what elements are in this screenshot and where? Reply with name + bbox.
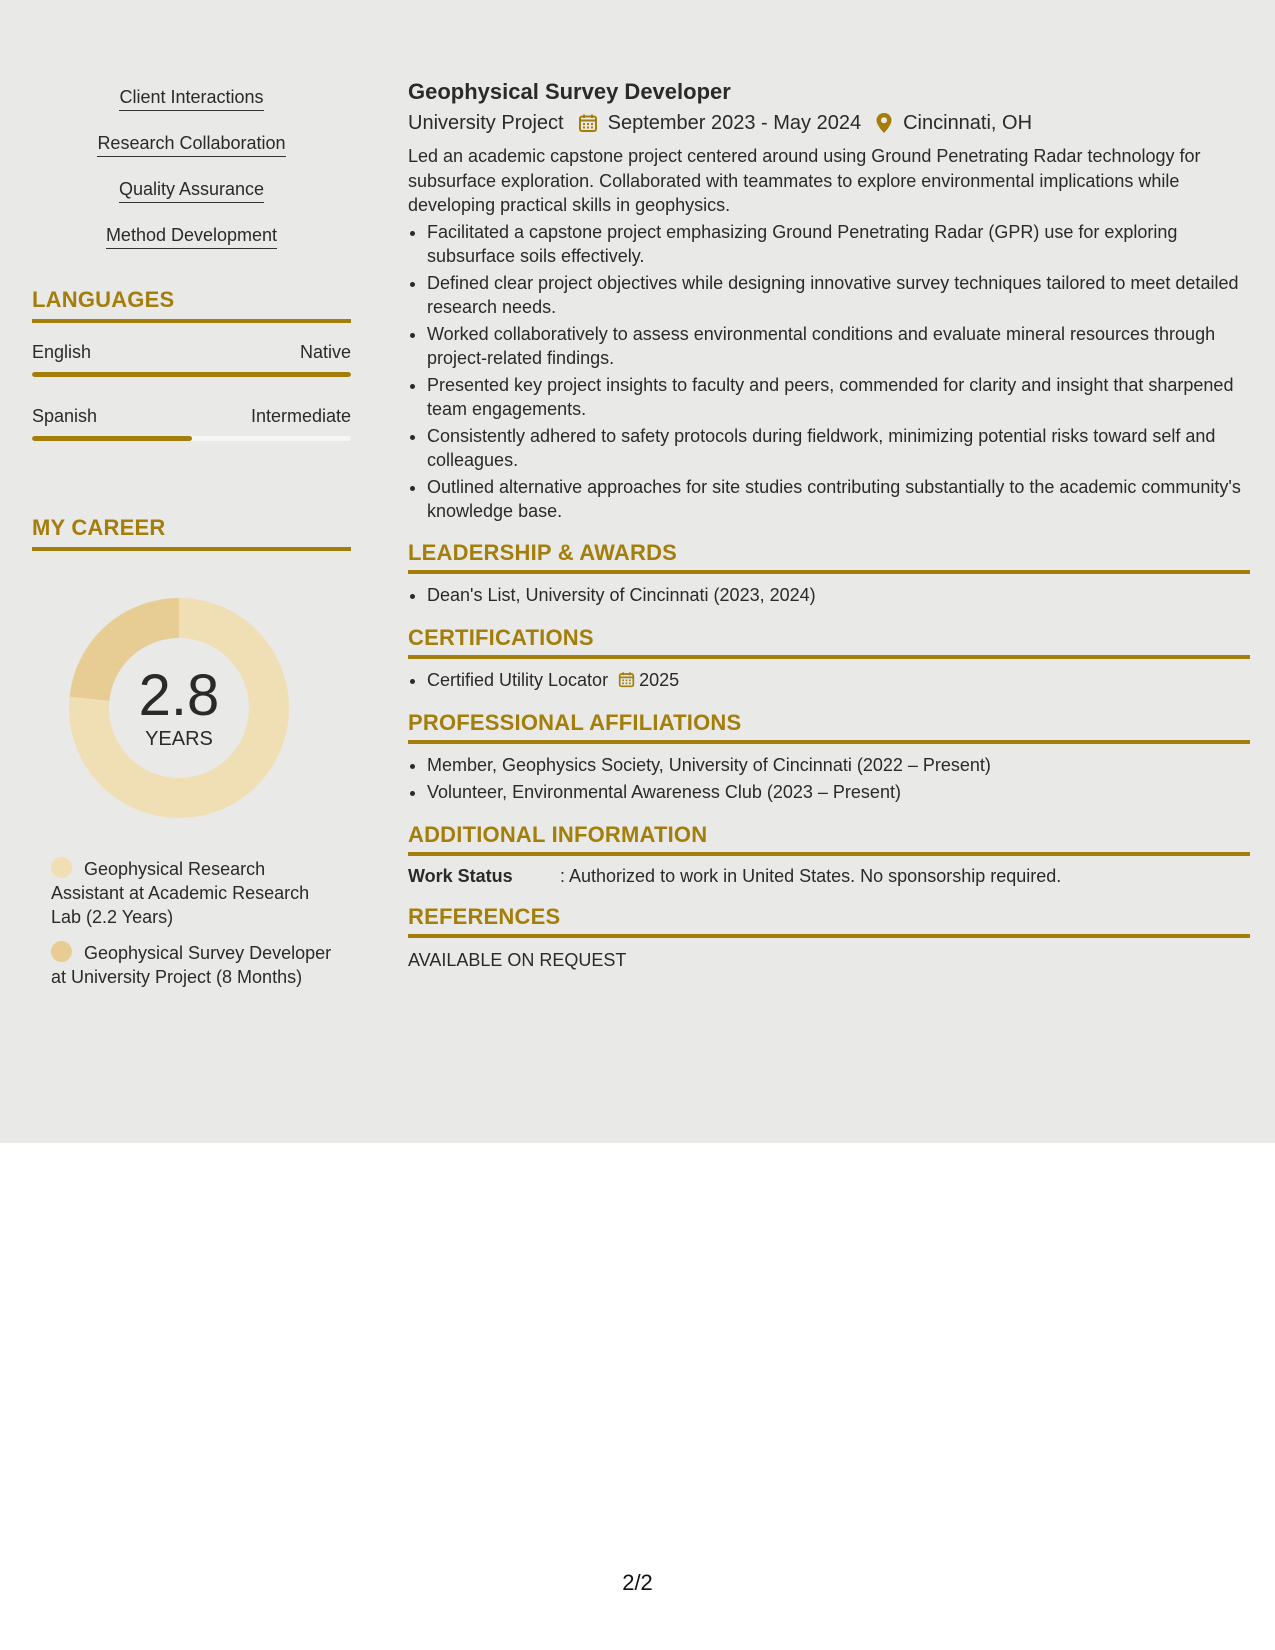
work-status-row: [408, 864, 1250, 888]
languages-heading: LANGUAGES: [32, 287, 351, 323]
job-bullet: • Presented key project insights to faculty and peers, commended for clarity and insight that sharpened team engagements.: [427, 373, 1250, 422]
work-status-label: Work Status: [408, 865, 513, 886]
skill-label: Client Interactions: [119, 86, 263, 111]
leadership-item: • Dean's List, University of Cincinnati (2023, 2024): [427, 582, 1250, 609]
skill-label: Method Development: [106, 224, 277, 249]
skill-item: [32, 178, 351, 203]
main-content: [408, 78, 1250, 972]
language-level: Intermediate: [250, 406, 351, 426]
career-legend-item: [51, 857, 341, 929]
job-title: Geophysical Survey Developer: [408, 79, 731, 104]
certification-name: Certified Utility Locator: [427, 669, 609, 690]
language-level: Native: [299, 342, 351, 362]
career-total-value: 2.8: [138, 663, 220, 728]
career-total: [66, 595, 292, 821]
career-legend-label: Geophysical Research Assistant at Academic Research Lab (2.2 Years): [51, 859, 310, 927]
certifications-section: [408, 625, 1250, 694]
certification-item: [427, 667, 1250, 694]
job-bullets: [408, 220, 1250, 524]
affiliation-item: • Volunteer, Environmental Awareness Club (2023 – Present): [427, 779, 1250, 806]
legend-dot-icon: [51, 857, 72, 878]
additional-info-section: [408, 822, 1250, 888]
job-bullet: • Outlined alternative approaches for site studies contributing substantially to the academic community's knowledge base.: [427, 475, 1250, 524]
calendar-icon: [578, 113, 598, 133]
language-spanish: [32, 405, 351, 441]
career-heading: MY CAREER: [32, 515, 351, 551]
references-text: AVAILABLE ON REQUEST: [408, 949, 627, 970]
job-bullet: • Consistently adhered to safety protocols during fieldwork, minimizing potential risks toward self and colleagues.: [427, 424, 1250, 473]
affiliations-section: [408, 710, 1250, 806]
career-total-unit: YEARS: [145, 728, 213, 750]
work-status-value: : Authorized to work in United States. No sponsorship required.: [560, 865, 1062, 886]
language-proficiency-bar: [32, 436, 351, 441]
career-legend: [51, 857, 341, 989]
job-bullet: • Facilitated a capstone project emphasizing Ground Penetrating Radar (GPR) use for exploring subsurface soils effectively.: [427, 220, 1250, 269]
career-legend-label: Geophysical Survey Developer at University Project (8 Months): [51, 943, 332, 987]
skills-list: [32, 86, 351, 249]
skill-item: [32, 132, 351, 157]
references-heading: REFERENCES: [408, 904, 1250, 938]
certification-year: 2025: [639, 669, 680, 690]
affiliations-heading: PROFESSIONAL AFFILIATIONS: [408, 710, 1250, 744]
skill-label: Research Collaboration: [97, 132, 285, 157]
job-bullet: • Worked collaboratively to assess environmental conditions and evaluate mineral resources through project-related findings.: [427, 322, 1250, 371]
map-pin-icon: [875, 112, 893, 134]
legend-dot-icon: [51, 941, 72, 962]
sidebar: [32, 86, 351, 1001]
language-name: English: [32, 342, 92, 362]
language-name: Spanish: [32, 406, 98, 426]
affiliation-item: • Member, Geophysics Society, University of Cincinnati (2022 – Present): [427, 752, 1250, 779]
job-location: Cincinnati, OH: [903, 112, 1033, 134]
references-section: [408, 904, 1250, 972]
additional-info-heading: ADDITIONAL INFORMATION: [408, 822, 1250, 856]
page-number: 2/2: [622, 1570, 653, 1595]
skill-label: Quality Assurance: [119, 178, 264, 203]
calendar-icon: [618, 671, 635, 688]
job-meta: [408, 110, 1250, 136]
leadership-heading: LEADERSHIP & AWARDS: [408, 540, 1250, 574]
leadership-section: [408, 540, 1250, 609]
job-description: Led an academic capstone project centered around using Ground Penetrating Radar technology for subsurface exploration. Collaborated with teammates to explore environmental implications while developing practical skills in geophysics.: [408, 146, 1201, 215]
language-proficiency-fill: [32, 436, 192, 441]
language-proficiency-fill: [32, 372, 351, 377]
language-proficiency-bar: [32, 372, 351, 377]
job-bullet: • Defined clear project objectives while designing innovative survey techniques tailored to meet detailed research needs.: [427, 271, 1250, 320]
job-dates: September 2023 - May 2024: [607, 112, 862, 134]
skill-item: [32, 86, 351, 111]
career-legend-item: [51, 941, 341, 989]
language-english: [32, 341, 351, 377]
skill-item: [32, 224, 351, 249]
career-donut-chart: [66, 595, 292, 821]
job-employer: University Project: [408, 112, 564, 134]
certifications-heading: CERTIFICATIONS: [408, 625, 1250, 659]
